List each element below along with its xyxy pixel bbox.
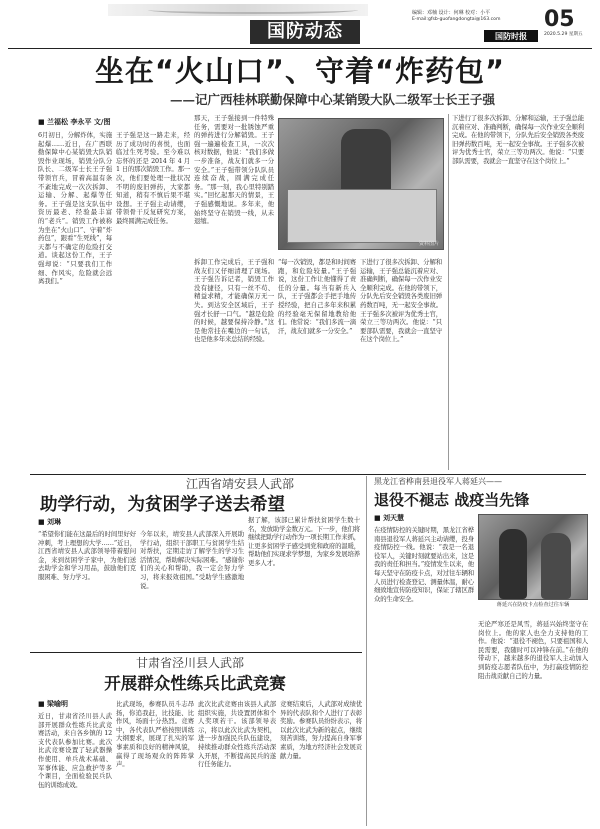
jingxi-kicker: 江西省靖安县人武部 [185, 477, 294, 491]
lead-column-3: 那天，王子强接到一件特殊任务，需要对一批锈蚀严重的弹药进行分解销毁。王子强一遍遍检查工具，一次次核对数据，他说：“我们多做一步准备，战友们就多一分安全。”王子强带领分队队员连续奋战，圆满完成任务。“那一刻，我心里特别踏实。”回忆起那天的情景，王子强感慨地说。多年来，他始终坚守在销毁一线，从未退缩。 [194, 114, 274, 226]
jingxi-column-1: “希望你们能在这最后的时间里好好冲刺，考上理想的大学……”近日，江西省靖安县人武部领导带着慰问金，来到贫困学子家中，为他们送去助学金和学习用品，鼓励他们克服困难、努力学习。 [38, 530, 136, 581]
lead-photo [278, 118, 444, 250]
heilongjiang-column-2: 无论严寒还是风雪，蒋延兴始终坚守在岗位上。他的家人也全力支持他的工作。他说：“退役不褪色，只要祖国和人民需要，我随时可以冲锋在前。”在他的带动下，越来越多的退役军人主动加入到防疫志愿者队伍中，为打赢疫情防控阻击战贡献自己的力量。 [478, 620, 588, 680]
jingchuan-top-rule [30, 652, 362, 653]
jingxi-headline: 助学行动，为贫困学子送去希望 [40, 495, 285, 515]
lead-bottom-rule [30, 474, 586, 475]
lead-byline: ■ 兰福松 李永平 文/图 [38, 118, 111, 126]
person-figure-right [541, 533, 571, 599]
decorative-wave-graphic [148, 6, 358, 14]
editor-credits: 编辑：邓楠 设计：何琳 校对：小平 [412, 10, 491, 16]
lead-column-1: 6月初日，分解炸体，实施起爆……近日，在广西联勤保障中心某销毁大队销毁作业现场，销毁分队分队长、二级军士长王子强带领官兵，冒着高温有条不紊地完成一次次拆卸、运输、分解、起爆等任务。王子强是这支队伍中资历最老、经验最丰富的“老兵”。销毁工作被称为坐在“火山口”、守着“炸药包”，跟看“生死线”，每天都与不确定的危险打交道。谈起这份工作，王子强却说：“只要我们工作细、作风实，危险就会远离我们。” [38, 131, 112, 286]
jingchuan-column-3: 此次比武竞赛由该县人武部组织实施，共设置团体和个人奖项若干。该部领导表示，将以此次比武为契机，进一步加强民兵队伍建设，持续推动群众性练兵活动深入开展，不断提高民兵的遂行任务能力。 [198, 700, 276, 769]
jingchuan-column-2: 比武现场，参赛队员斗志昂扬，你追我赶，比技能、比作风，场面十分热烈。竞赛中，各代表队严格按照训练大纲要求，展现了扎实的军事素质和良好的精神风貌，赢得了现场观众的阵阵掌声。 [116, 700, 194, 769]
header-divider [8, 48, 592, 49]
lead-column-5: “每一次销毁，都是和时间赛跑，和危险较量。”王子强说，这份工作让他懂得了责任的分量。每当有新兵入队，王子强都会手把手地传授经验，把自己多年来积累的经验毫无保留地教给他们。他常说：“我们多流一滴汗，战友们就多一分安全。” [278, 258, 356, 335]
jingchuan-byline: ■ 梁喻明 [38, 700, 69, 708]
heilongjiang-kicker: 黑龙江省桦南县退役军人蒋延兴—— [374, 477, 502, 486]
equipment-shape [287, 189, 437, 243]
lead-column-divider [448, 114, 449, 470]
heilongjiang-headline: 退役不褪志 战疫当先锋 [374, 491, 530, 509]
editor-email: E-mail:gfsb-guofangdongtai@163.com [412, 17, 501, 22]
page-number: 05 [544, 7, 575, 32]
jingxi-column-3: 据了解，该部已累计帮扶贫困学生数十名，发放助学金数万元。下一步，他们将继续把助学行动作为一项长期工作来抓，让更多贫困学子感受到党和政府的温暖，帮助他们实现求学梦想，为家乡发展培养更多人才。 [248, 516, 360, 567]
lead-column-2: 王子强是这一路走来，经历了成功时的喜悦，也面临过生死考验。至今难以忘怀的还是 2014 年 4 月 1 日的那次销毁工作。那一次，他们要处理一批状况不明的废旧弹药，大家都知道，稍有不慎后果不堪设想。王子强主动请缨，带领骨干反复研究方案，最终圆满完成任务。 [116, 131, 190, 225]
heilongjiang-photo [478, 514, 588, 600]
jingchuan-column-4: 竞赛结束后，人武部对成绩优异的代表队和个人进行了表彰奖励。参赛队员纷纷表示，将以此次比武为新的起点，继续刻苦训练，努力提高自身军事素质，为地方经济社会发展贡献力量。 [280, 700, 362, 760]
lead-subheadline: ——记广西桂林联勤保障中心某销毁大队二级军士长王子强 [170, 92, 496, 107]
lead-photo-caption: 资料图片 [418, 241, 439, 247]
lead-headline: 坐在“火山口”、守着“炸药包” [94, 54, 506, 88]
jingxi-column-2: 今年以来，靖安县人武部深入开展助学行动，组织干部职工与贫困学生结对帮扶，定期走访了解学生的学习生活情况，帮助解决实际困难。“感谢你们的关心和帮助，我一定会努力学习，将来报效祖国。”受助学生感激地说。 [140, 530, 244, 590]
heilongjiang-column-1: 在疫情防控的关键时期，黑龙江省桦南县退役军人蒋延兴主动请缨，投身疫情防控一线。他说：“我是一名退役军人，关键时刻就要站出来，这是我的责任和担当。”疫情发生以来，他每天坚守在防疫卡点，对过往车辆和人员进行检查登记、测量体温，耐心细致地宣传防疫知识，保证了辖区群众的生命安全。 [374, 526, 474, 603]
lead-column-7: 下进行了很多次拆卸、分解和运输，王子强总能沉着应对、准确判断，确保每一次作业安全顺利完成。在他的带领下，分队先后安全销毁各类废旧弹药数百吨，无一起安全事故。王子强多次被评为优秀士官，荣立三等功两次。他说：“只要部队需要，我就会一直坚守在这个岗位上。” [452, 114, 584, 165]
person-figure-left [499, 529, 527, 599]
jingchuan-kicker: 甘肃省泾川县人武部 [135, 656, 244, 670]
masthead [8, 4, 592, 46]
lead-column-4: 拆卸工作完成后，王子强和战友们又仔细清理了现场。王子强告诉记者，销毁工作没有捷径，只有一丝不苟、精益求精，才能确保万无一失。到达安全区域后，王子强才长舒一口气。“越是危险的时候，越要保持冷静。”这是他常挂在嘴边的一句话，也是他多年来总结的经验。 [194, 258, 274, 344]
paper-name: 国防时报 [484, 30, 538, 42]
jingxi-byline: ■ 刘琳 [38, 518, 62, 526]
heilongjiang-photo-caption: 蒋延兴在防疫卡点检查过往车辆 [496, 602, 570, 608]
section-title: 国防动态 [250, 20, 360, 44]
middle-vertical-divider [366, 476, 367, 826]
heilongjiang-byline: ■ 刘天慧 [374, 514, 405, 522]
lead-column-6: 下进行了很多次拆卸、分解和运输，王子强总能沉着应对、准确判断，确保每一次作业安全顺利完成。在他的带领下，分队先后安全销毁各类废旧弹药数百吨，无一起安全事故。王子强多次被评为优秀士官，荣立三等功两次。他说：“只要部队需要，我就会一直坚守在这个岗位上。” [360, 258, 442, 344]
issue-date: 2020.5.29 星期五 [544, 32, 583, 37]
jingchuan-headline: 开展群众性练兵比武竞赛 [104, 674, 286, 693]
jingchuan-column-1: 近日，甘肃省泾川县人武部开展群众性练兵比武竞赛活动，来自各乡镇的 12 支代表队参加比赛。此次比武竞赛设置了轻武器操作使用、单兵战术基础、军事体能、应急救护等多个课目，全面检验民兵队伍的训练成效。 [38, 712, 112, 789]
